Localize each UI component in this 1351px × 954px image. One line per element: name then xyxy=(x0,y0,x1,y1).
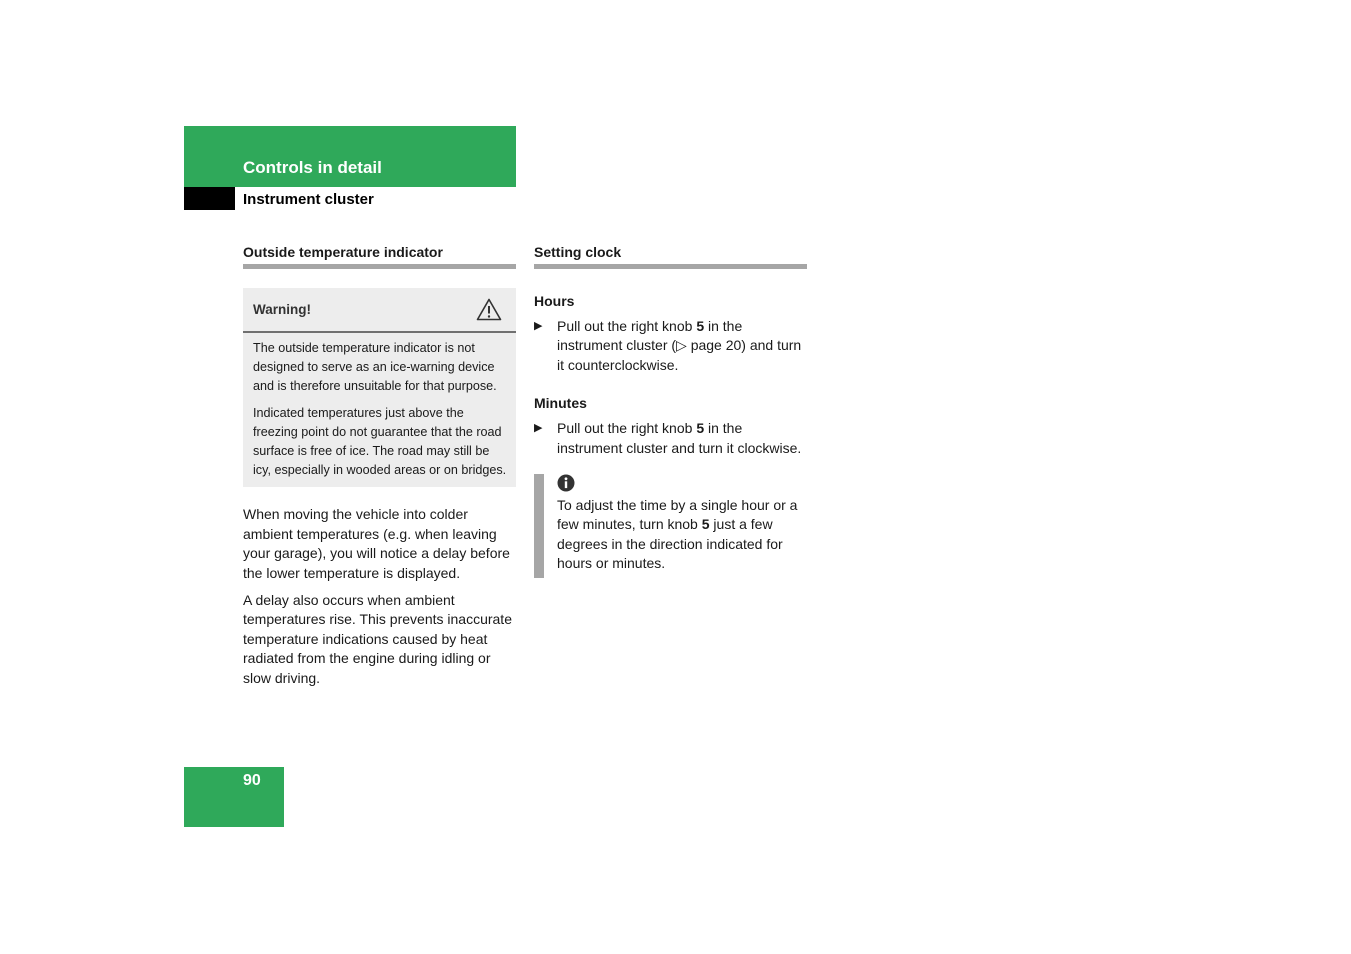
knob-number: 5 xyxy=(701,516,710,533)
section-title: Controls in detail xyxy=(243,158,382,177)
hours-heading: Hours xyxy=(534,293,575,309)
step-text: in the instrument cluster (▷ page 20) and turn it counterclockwise. xyxy=(557,318,802,373)
left-column xyxy=(243,244,516,696)
info-icon xyxy=(557,474,575,492)
body-paragraph: When moving the vehicle into colder ambient temperatures (e.g. when leaving your garage), you will notice a delay before the lower temperature is displayed. xyxy=(243,506,510,581)
step-text: in the instrument cluster and turn it clockwise. xyxy=(557,420,802,456)
warning-triangle-icon xyxy=(476,298,502,321)
warning-box xyxy=(243,288,516,487)
page-number-box xyxy=(184,767,284,827)
outside-temperature-heading: Outside temperature indicator xyxy=(243,244,516,269)
minutes-step xyxy=(534,419,807,458)
step-text: Pull out the right knob xyxy=(557,318,697,334)
body-paragraph: A delay also occurs when ambient temperatures rise. This prevents inaccurate temperature indications caused by heat radiated from the engine during idling or slow driving. xyxy=(243,592,512,686)
info-note xyxy=(534,474,807,578)
note-text-part: To adjust the time by a single hour or a few minutes, turn knob xyxy=(557,497,798,533)
bullet-arrow-icon: ▶ xyxy=(534,422,543,435)
warning-header xyxy=(243,288,516,333)
section-marker-tab xyxy=(184,187,235,210)
left-body-text xyxy=(243,505,516,688)
setting-clock-heading: Setting clock xyxy=(534,244,807,269)
minutes-step-text xyxy=(557,419,807,458)
bullet-arrow-icon: ▶ xyxy=(534,320,543,332)
warning-label: Warning! xyxy=(253,302,311,317)
step-text: Pull out the right knob xyxy=(557,420,697,437)
hours-step xyxy=(534,317,807,375)
warning-body xyxy=(243,333,516,487)
subsection-title: Instrument cluster xyxy=(243,191,374,208)
page-number: 90 xyxy=(243,772,261,789)
warning-paragraph: The outside temperature indicator is not designed to serve as an ice-warning device and is therefore unsuitable for that purpose. xyxy=(253,341,497,394)
right-column xyxy=(534,244,807,578)
warning-paragraph: Indicated temperatures just above the freezing point do not guarantee that the road surface is free of ice. The road may still be icy, especially in wooded areas or on bridges. xyxy=(253,405,507,478)
note-text xyxy=(557,497,797,571)
note-text-part: just a few degrees in the direction indicated for hours or minutes. xyxy=(557,516,783,572)
knob-number: 5 xyxy=(696,318,705,334)
minutes-heading: Minutes xyxy=(534,395,587,412)
hours-step-text xyxy=(557,317,807,375)
knob-number: 5 xyxy=(696,420,705,437)
